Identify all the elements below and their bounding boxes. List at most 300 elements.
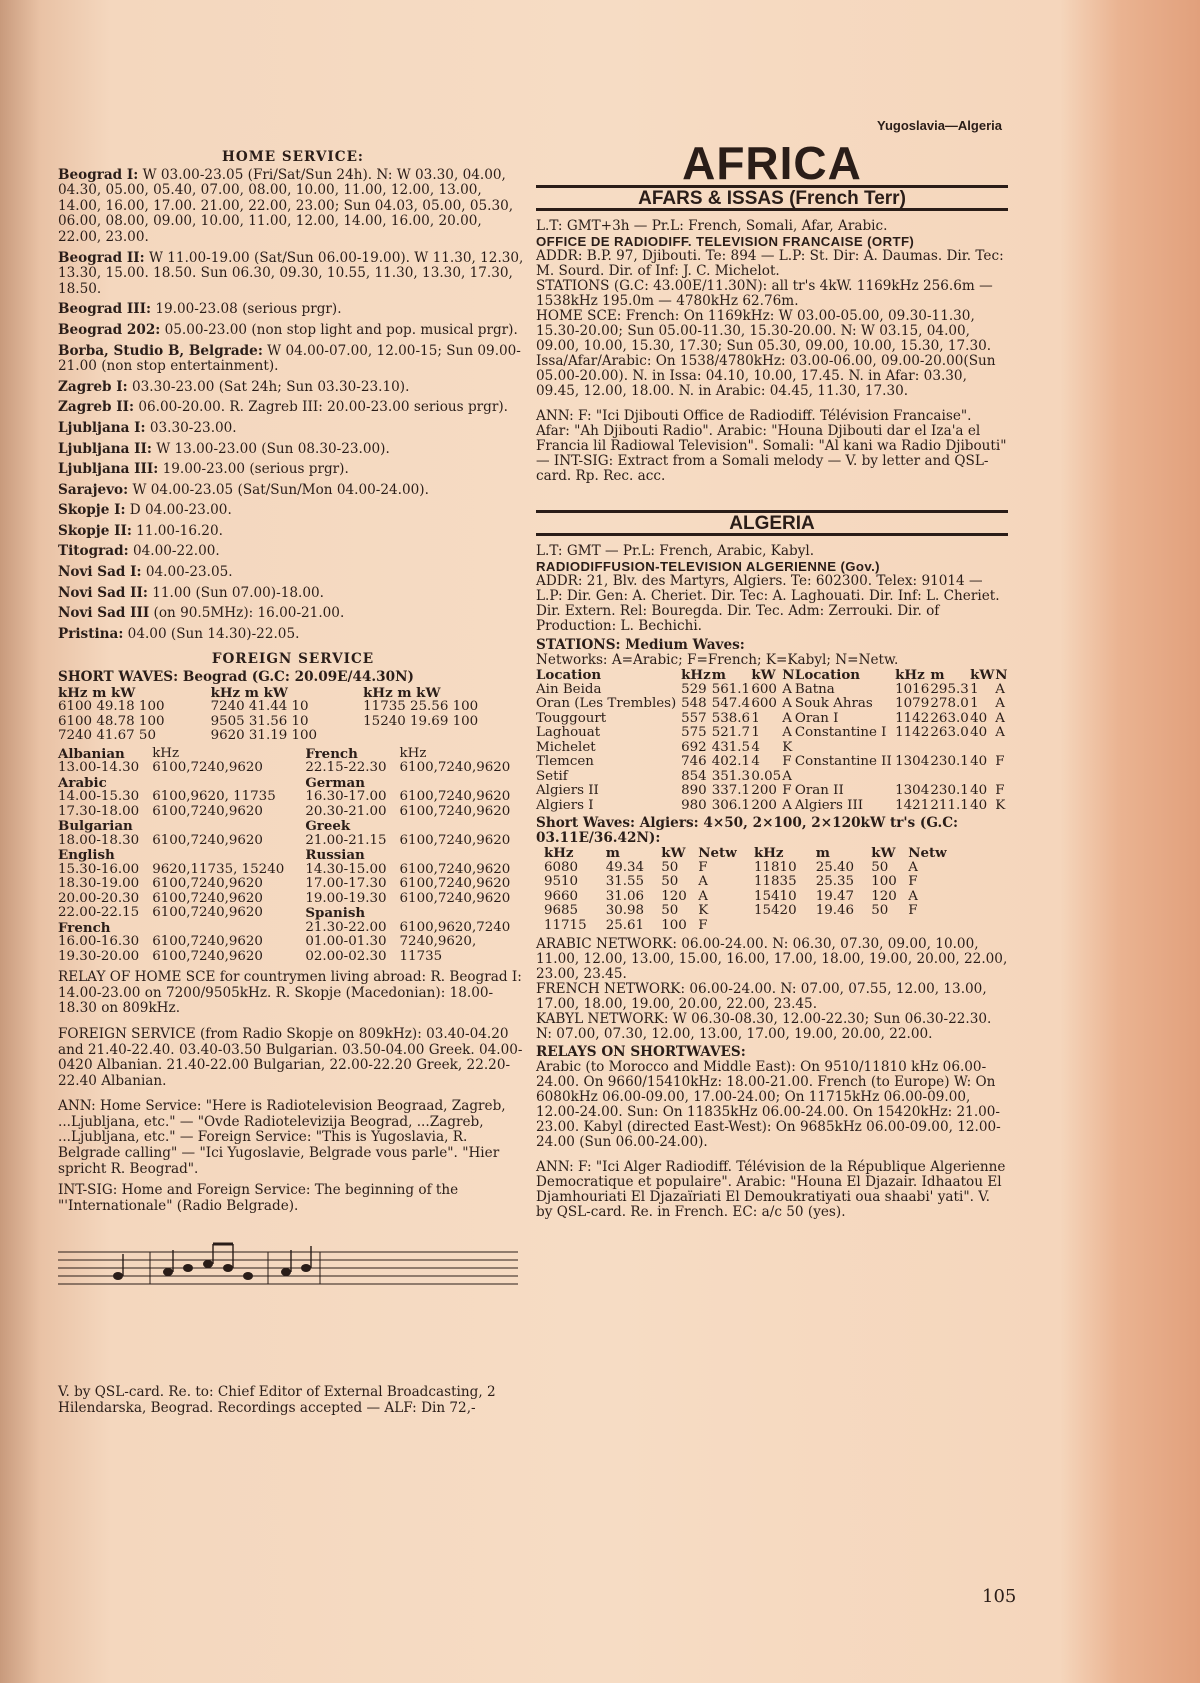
station-schedule: 04.00 (Sun 14.30)-22.05. <box>123 625 300 642</box>
mw-cell: 263.0 <box>930 725 969 740</box>
mw-header-cell: kW <box>970 667 995 683</box>
sw-cell: 7240 41.67 50 <box>58 728 156 744</box>
asw-cell: 25.35 <box>815 874 855 889</box>
mw-cell: 0.05 <box>751 768 782 784</box>
station-name: Zagreb II: <box>58 399 135 416</box>
mw-cell: Algiers I <box>536 797 594 813</box>
asw-cell <box>816 919 872 934</box>
station-name: Novi Sad II: <box>58 584 148 601</box>
lang-row <box>58 805 528 820</box>
asw-cell: 50 <box>871 903 889 918</box>
lang-cell <box>152 776 305 791</box>
mw-cell: 1304 <box>895 783 930 798</box>
mw-cell: 1 <box>751 725 760 740</box>
lang-row <box>58 935 528 950</box>
french-network: FRENCH NETWORK: 06.00-24.00. N: 07.00, 07.55, 12.00, 13.00, 17.00, 18.00, 19.00, 20.00, 22.00, 23.45. <box>536 981 987 1012</box>
mw-cell: 1079 <box>895 696 930 711</box>
shortwave-line: SHORT WAVES: Beograd (G.C: 20.09E/44.30N) <box>58 669 414 686</box>
algeria-sw-table <box>544 846 964 933</box>
mw-cell: 230.1 <box>930 754 969 769</box>
asw-cell: 15420 <box>753 903 797 918</box>
lang-cell: Spanish <box>305 905 366 922</box>
lang-row <box>58 848 528 863</box>
station-name: Beograd 202: <box>58 321 161 338</box>
lang-cell: 6100,9620, 11735 <box>152 789 276 805</box>
mw-cell: Constantine I <box>794 725 887 740</box>
lang-cell: 7240,9620, <box>399 934 477 950</box>
lang-cell: 6100,7240,9620 <box>152 948 263 964</box>
asw-cell: 100 <box>871 874 897 889</box>
asw-header-cell: Netw <box>698 845 737 861</box>
asw-cell: F <box>908 903 918 918</box>
algeria-announcement: ANN: F: "Ici Alger Radiodiff. Télévision de la République Algerienne Democratique et populaire". Arabic: "Houna El Djazair. Idhaatou El Djamhouriati El Djazaïriati El Demoukratiyati oua shaabi' yati". V. by QSL-card. Re. in French. EC: a/c 50 (yes). <box>536 1159 1006 1220</box>
shortwave-freq-table <box>58 686 528 744</box>
asw-row <box>544 861 964 876</box>
lang-cell <box>400 819 528 834</box>
home-service-entry <box>58 462 528 478</box>
lang-cell: 21.30-22.00 <box>305 919 387 935</box>
home-service-entry <box>58 421 528 437</box>
running-head: Yugoslavia—Algeria <box>877 118 1002 133</box>
mw-cell: K <box>782 739 793 755</box>
lang-row <box>58 776 528 791</box>
mw-cell: Oran I <box>794 710 839 726</box>
sw-cell <box>363 729 528 744</box>
station-name: Zagreb I: <box>58 378 128 395</box>
asw-cell: 25.61 <box>605 917 645 933</box>
station-schedule: 19.00-23.00 (serious prgr). <box>158 461 349 478</box>
lang-row <box>58 906 528 921</box>
asw-cell: A <box>908 859 918 875</box>
algeria-stations-heading: STATIONS: Medium Waves: <box>536 637 745 653</box>
station-name: Ljubljana III: <box>58 461 159 478</box>
mw-cell: 230.1 <box>930 783 969 798</box>
mw-cell: 40 <box>970 754 988 769</box>
station-schedule: 06.00-20.00. R. Zagreb III: 20.00-23.00 serious prgr). <box>134 399 508 416</box>
mw-cell: Laghouat <box>536 725 601 740</box>
algeria-networks: Networks: A=Arabic; F=French; K=Kabyl; N=Netw. <box>536 652 899 668</box>
lang-cell: 6100,7240,9620 <box>399 789 511 805</box>
mw-cell: Tlemcen <box>536 754 594 769</box>
mw-cell: 980 <box>681 797 707 813</box>
station-name: Skopje II: <box>58 522 132 539</box>
lang-row <box>58 950 528 965</box>
language-schedule-table <box>58 747 528 965</box>
asw-cell <box>871 919 908 934</box>
lang-cell <box>400 906 528 921</box>
mw-cell: 1142 <box>895 710 930 726</box>
station-schedule: 04.00-23.05. <box>141 564 233 581</box>
asw-cell: 31.55 <box>605 874 645 889</box>
station-name: Borba, Studio B, Belgrade: <box>58 342 263 359</box>
station-name: Beograd III: <box>58 301 152 318</box>
asw-cell: 9510 <box>544 874 579 889</box>
lang-row <box>58 761 528 776</box>
mw-cell: 1 <box>970 681 979 697</box>
asw-cell: 11835 <box>753 874 797 889</box>
mw-cell: 521.7 <box>711 725 751 740</box>
lang-cell: Russian <box>305 847 365 864</box>
mw-cell: Constantine II <box>794 754 892 769</box>
asw-header-cell: kW <box>661 845 686 861</box>
asw-header-cell: kW <box>871 845 896 861</box>
afars-issas-heading: AFARS & ISSAS (French Terr) <box>536 185 1008 211</box>
home-service-entry <box>58 565 528 581</box>
asw-cell <box>754 919 816 934</box>
mw-cell: Setif <box>536 768 568 784</box>
sw-header-cell: kHz m kW <box>58 684 136 701</box>
asw-row <box>544 890 964 905</box>
lang-cell: 6100,7240,9620 <box>399 760 511 776</box>
mw-cell <box>995 770 1008 785</box>
mw-cell <box>930 770 970 785</box>
mw-cell: A <box>782 768 792 784</box>
asw-header-cell: m <box>815 845 830 861</box>
interval-signal: INT-SIG: Home and Foreign Service: The beginning of the "'Internationale" (Radio Belgrade). <box>58 1182 459 1214</box>
mw-header-cell: N <box>995 667 1008 683</box>
home-service-entry <box>58 627 528 643</box>
home-service-entry <box>58 302 528 318</box>
mw-header-cell: Location <box>794 667 861 683</box>
mw-cell: Michelet <box>536 739 596 755</box>
home-service-entry <box>58 524 528 540</box>
mw-cell: 40 <box>970 783 988 798</box>
mw-cell: 402.1 <box>711 754 751 769</box>
asw-cell: 19.46 <box>815 903 855 918</box>
station-schedule: W 04.00-23.05 (Sat/Sun/Mon 04.00-24.00). <box>128 481 429 498</box>
mw-cell: A <box>995 696 1005 711</box>
station-name: Beograd I: <box>58 166 139 183</box>
mw-cell: 600 <box>751 696 777 711</box>
lang-cell: 18.00-18.30 <box>58 832 140 848</box>
lang-cell: 6100,7240,9620 <box>399 861 511 877</box>
home-service-list <box>58 168 528 643</box>
station-schedule: W 11.00-19.00 (Sat/Sun 06.00-19.00). W 11.30, 12.30, 13.30, 15.00. 18.50. Sun 06.30, 09.30, 10.55, 11.30, 13.30, 17.30, 18.50. <box>58 249 524 297</box>
mw-cell: 40 <box>970 725 988 740</box>
home-service-entry <box>58 586 528 602</box>
lang-cell: 19.00-19.30 <box>305 890 387 906</box>
lang-cell: 14.30-15.00 <box>305 861 387 877</box>
lang-cell: Greek <box>305 818 351 835</box>
asw-cell: 6080 <box>544 859 579 875</box>
home-service-entry <box>58 606 528 622</box>
asw-cell: F <box>698 917 708 933</box>
mw-cell: A <box>782 725 792 740</box>
mw-cell: 1 <box>751 710 760 726</box>
lang-cell: 6100,7240,9620 <box>152 876 263 892</box>
mw-cell: 561.1 <box>711 681 751 697</box>
asw-cell: 11715 <box>544 917 587 933</box>
africa-heading: AFRICA <box>682 137 862 189</box>
mw-cell: K <box>995 797 1006 813</box>
mw-cell: 548 <box>681 696 707 711</box>
mw-cell: 557 <box>681 710 707 726</box>
mw-cell: 575 <box>681 725 707 740</box>
mw-header-cell: m <box>711 667 726 683</box>
mw-cell: 538.6 <box>711 710 751 726</box>
home-service-entry <box>58 168 528 246</box>
station-schedule: 04.00-22.00. <box>128 543 220 560</box>
asw-header-cell: m <box>605 845 620 861</box>
lang-cell: 6100,7240,9620 <box>399 803 511 819</box>
lang-cell <box>400 776 528 791</box>
lang-row <box>58 834 528 849</box>
mw-row <box>536 770 1008 785</box>
mw-cell: 40 <box>970 710 988 726</box>
mw-cell: 1304 <box>895 754 930 769</box>
lang-cell: French <box>58 919 111 936</box>
home-service-entry <box>58 400 528 416</box>
relays-text: Arabic (to Morocco and Middle East): On 9510/11810 kHz 06.00-24.00. On 9660/15410kHz: 18.00-21.00. French (to Europe) W: On 6080kHz 06.00-09.00, 17.00-24.00; On 11715kHz 06.00-09.00, 12.00-24.00. Sun: On 11835kHz 06.00-24.00. On 15420kHz: 21.00-23.00. Kabyl (directed East-West): On 9685kHz 06.00-09.00, 12.00-24.00 (Sun 06.00-24.00). <box>536 1059 1001 1150</box>
lang-cell <box>152 921 305 936</box>
mw-cell <box>895 741 930 756</box>
station-name: Ljubljana II: <box>58 440 152 457</box>
lang-cell: 6100,7240,9620 <box>399 832 511 848</box>
mw-cell: 337.1 <box>711 783 751 798</box>
mw-header-cell: m <box>930 667 945 683</box>
lang-cell: 14.00-15.30 <box>58 789 140 805</box>
sw-cell: 9505 31.56 10 <box>210 713 309 729</box>
mw-cell: Algiers II <box>536 783 599 798</box>
asw-cell: 49.34 <box>605 859 645 875</box>
station-schedule: 11.00 (Sun 07.00)-18.00. <box>147 584 324 601</box>
verification-yugoslavia: V. by QSL-card. Re. to: Chief Editor of External Broadcasting, 2 Hilendarska, Beograd. Recordings accepted — ALF: Din 72,- <box>58 1384 496 1416</box>
lang-cell: 02.00-02.30 <box>305 948 387 964</box>
station-schedule: 19.00-23.08 (serious prgr). <box>151 301 342 318</box>
mw-cell: F <box>782 754 792 769</box>
sw-cell: 6100 49.18 100 <box>58 699 165 715</box>
station-schedule: 03.30-23.00. <box>145 419 237 436</box>
lang-row <box>58 877 528 892</box>
relays-heading: RELAYS ON SHORTWAVES: <box>536 1044 746 1060</box>
mw-cell: 1421 <box>895 797 930 813</box>
algeria-address: ADDR: 21, Blv. des Martyrs, Algiers. Te: 602300. Telex: 91014 — L.P: Dir. Gen: A. Cheriet. Dir. Tec: A. Laghouati. Dir. Inf: L. Cheriet. Dir. Extern. Rel: Bouregda. Dir. Tec. Adm: Zerrouki. Dir. of Production: L. Bechichi. <box>536 573 1000 634</box>
asw-cell: 50 <box>661 874 679 889</box>
home-service-entry <box>58 380 528 396</box>
asw-cell: 120 <box>871 888 897 904</box>
mw-cell: 4 <box>751 739 760 755</box>
lang-cell: Arabic <box>58 774 107 791</box>
sw-cell: 11735 25.56 100 <box>363 699 479 715</box>
mw-cell: Touggourt <box>536 710 607 726</box>
station-name: Pristina: <box>58 625 124 642</box>
asw-cell: 31.06 <box>605 888 645 904</box>
mw-cell: Oran II <box>794 783 844 798</box>
mw-cell: 200 <box>751 797 777 813</box>
station-name: Ljubljana I: <box>58 419 146 436</box>
lang-row <box>58 921 528 936</box>
station-schedule: (on 90.5MHz): 16.00-21.00. <box>149 605 345 622</box>
page-number: 105 <box>982 1586 1017 1607</box>
lang-cell: 19.30-20.00 <box>58 948 140 964</box>
lang-cell <box>400 848 528 863</box>
sw-row <box>58 700 528 715</box>
mw-cell: 351.3 <box>711 768 751 784</box>
lang-cell: 22.00-22.15 <box>58 905 140 921</box>
lang-cell: 6100,7240,9620 <box>152 905 263 921</box>
afars-address: ADDR: B.P. 97, Djibouti. Te: 894 — L.P: St. Dir: A. Daumas. Dir. Tec: M. Sourd. Dir. of Inf: J. C. Michelot. <box>536 248 1004 279</box>
lang-cell: 16.30-17.00 <box>305 789 387 805</box>
foreign-service-skopje: FOREIGN SERVICE (from Radio Skopje on 809kHz): 03.40-04.20 and 21.40-22.40. 03.40-03.50 Bulgarian. 03.50-04.00 Greek. 04.00-0420 Albanian. 21.40-22.00 Bulgarian, 22.00-22.20 Greek, 22.20-22.40 Albanian. <box>58 1025 523 1089</box>
mw-header-cell: kW <box>751 667 776 683</box>
mw-header-cell: kHz <box>681 667 711 683</box>
home-service-entry <box>58 442 528 458</box>
home-service-heading: HOME SERVICE: <box>222 149 364 165</box>
mw-cell: Oran (Les Trembles) <box>536 696 677 711</box>
sw-cell: 7240 41.44 10 <box>210 699 309 715</box>
afars-local-time: L.T: GMT+3h — Pr.L: French, Somali, Afar, Arabic. <box>536 218 888 234</box>
mw-cell: F <box>995 754 1005 769</box>
mw-cell: 746 <box>681 754 707 769</box>
station-name: Beograd II: <box>58 249 145 266</box>
station-schedule: 05.00-23.00 (non stop light and pop. musical prgr). <box>160 321 518 338</box>
mw-cell: 4 <box>751 754 760 769</box>
asw-header-cell: Netw <box>908 845 947 861</box>
lang-cell: French <box>305 745 358 762</box>
sw-cell: 6100 48.78 100 <box>58 713 165 729</box>
lang-row <box>58 747 528 762</box>
mw-cell: A <box>782 710 792 726</box>
asw-cell: 100 <box>661 917 687 933</box>
mw-cell: 295.3 <box>930 681 969 697</box>
mw-cell: Batna <box>794 681 835 697</box>
afars-home-service: HOME SCE: French: On 1169kHz: W 03.00-05.00, 09.30-11.30, 15.30-20.00; Sun 05.00-11.30, 15.30-20.00. N: W 03.15, 04.00, 09.00, 10.00, 15.30, 17.30; Sun 05.30, 09.00, 10.00, 15.30, 17.30. <box>536 308 992 354</box>
sw-cell: 15240 19.69 100 <box>363 713 479 729</box>
lang-cell: 6100,7240,9620 <box>399 890 511 906</box>
sw-cell: 9620 31.19 100 <box>210 728 318 744</box>
lang-cell: 17.30-18.00 <box>58 803 140 819</box>
mw-cell: 1142 <box>895 725 930 740</box>
mw-cell: A <box>782 797 792 813</box>
asw-row <box>544 919 964 934</box>
mw-cell: 306.1 <box>711 797 751 813</box>
mw-cell: 547.4 <box>711 696 751 711</box>
kabyl-network: KABYL NETWORK: W 06.30-08.30, 12.00-22.30; Sun 06.30-22.30. N: 07.00, 07.30, 12.00, 13.00, 17.00, 19.00, 20.00, 22.00. <box>536 1011 992 1042</box>
mw-row <box>536 712 1008 727</box>
mw-cell: Algiers III <box>794 797 864 813</box>
home-service-entry <box>58 323 528 339</box>
mw-cell: A <box>995 681 1005 697</box>
algeria-heading: ALGERIA <box>536 510 1008 536</box>
algeria-shortwave-line: Short Waves: Algiers: 4×50, 2×100, 2×120kW tr's (G.C: 03.11E/36.42N): <box>536 815 959 846</box>
lang-cell: 21.00-21.15 <box>305 832 387 848</box>
home-service-entry <box>58 544 528 560</box>
foreign-service-heading: FOREIGN SERVICE <box>211 651 375 668</box>
lang-cell: 01.00-01.30 <box>305 934 387 950</box>
station-schedule: 11.00-16.20. <box>131 522 223 539</box>
asw-cell: 11810 <box>753 859 797 875</box>
lang-cell: 11735 <box>399 948 443 964</box>
asw-cell: 19.47 <box>815 888 855 904</box>
mw-cell: 1016 <box>895 681 930 697</box>
mw-row <box>536 683 1008 698</box>
mw-cell <box>795 770 895 785</box>
station-name: Novi Sad I: <box>58 564 142 581</box>
home-service-entry <box>58 503 528 519</box>
station-schedule: W 04.00-07.00, 12.00-15; Sun 09.00-21.00 (non stop entertainment). <box>58 342 521 375</box>
mw-cell <box>930 741 970 756</box>
lang-cell: 6100,7240,9620 <box>399 876 511 892</box>
mw-cell: F <box>782 783 792 798</box>
lang-cell: 9620,11735, 15240 <box>152 861 285 877</box>
lang-cell: Bulgarian <box>58 818 133 835</box>
mw-row <box>536 784 1008 799</box>
asw-header-cell: kHz <box>753 845 784 861</box>
mw-cell: A <box>995 710 1005 726</box>
mw-cell: A <box>782 696 792 711</box>
lang-cell <box>152 848 305 863</box>
mw-cell: 211.1 <box>930 797 969 813</box>
mw-cell: 600 <box>751 681 777 697</box>
mw-cell: F <box>995 783 1005 798</box>
lang-cell: 6100,7240,9620 <box>152 934 263 950</box>
home-service-entry <box>58 483 528 499</box>
mw-cell <box>995 741 1008 756</box>
mw-cell <box>895 770 930 785</box>
station-schedule: W 13.00-23.00 (Sun 08.30-23.00). <box>151 440 390 457</box>
mw-cell <box>970 770 995 785</box>
mw-cell: A <box>995 725 1005 740</box>
mw-cell: 431.5 <box>711 739 751 755</box>
algeria-local-time: L.T: GMT — Pr.L: French, Arabic, Kabyl. <box>536 543 815 559</box>
lang-row <box>58 790 528 805</box>
lang-row <box>58 819 528 834</box>
lang-row <box>58 892 528 907</box>
asw-cell: 9685 <box>544 903 579 918</box>
mw-cell: 692 <box>681 739 707 755</box>
lang-cell: 22.15-22.30 <box>305 760 387 776</box>
sw-header-cell: kHz m kW <box>363 684 441 701</box>
asw-cell: A <box>698 888 708 904</box>
announcement-yugoslavia: ANN: Home Service: "Here is Radiotelevision Beograad, Zagreb, ...Ljubljana, etc." — "Ovde Radiotelevizija Beograd, ...Zagreb, ...Ljubljana, etc." — Foreign Service: "This is Yugoslavia, R. Belgrade calling" — "Ici Yugoslavie, Belgrade vous parle". "Hier spricht R. Beograd". <box>58 1098 506 1177</box>
algeria-mw-table <box>536 668 1008 813</box>
asw-cell: A <box>698 874 708 889</box>
lang-cell: 6100,9620,7240 <box>399 919 511 935</box>
asw-cell: F <box>908 874 918 889</box>
lang-cell: Albanian <box>58 745 125 762</box>
sw-row <box>58 729 528 744</box>
asw-row <box>544 904 964 919</box>
sw-row <box>58 715 528 730</box>
relay-home-service: RELAY OF HOME SCE for countrymen living abroad: R. Beograd I: 14.00-23.00 on 7200/9505kHz. R. Skopje (Macedonian): 18.00-18.30 on 809kHz. <box>58 969 522 1017</box>
asw-cell: 25.40 <box>815 859 855 875</box>
lang-cell <box>152 819 305 834</box>
lang-cell: 20.00-20.30 <box>58 890 140 906</box>
asw-cell <box>908 919 964 934</box>
afars-issa-afar-arabic: Issa/Afar/Arabic: On 1538/4780kHz: 03.00-06.00, 09.00-20.00(Sun 05.00-20.00). N. in Issa: 04.10, 10.00, 17.45. N. in Afar: 03.30, 09.45, 12.00, 18.00. N. in Arabic: 04.45, 11.30, 17.30. <box>536 353 996 399</box>
lang-cell: 6100,7240,9620 <box>152 803 263 819</box>
lang-cell: kHz <box>399 745 427 761</box>
station-name: Titograd: <box>58 543 129 560</box>
mw-cell: 1 <box>970 696 979 711</box>
right-column <box>536 112 1008 1220</box>
mw-cell: Ain Beida <box>536 681 602 697</box>
afars-stations: STATIONS (G.C: 43.00E/11.30N): all tr's 4kW. 1169kHz 256.6m — 1538kHz 195.0m — 4780kHz 62.76m. <box>536 278 993 309</box>
lang-cell: 13.00-14.30 <box>58 760 140 776</box>
lang-cell: 6100,7240,9620 <box>152 760 263 776</box>
asw-cell: 9660 <box>544 888 579 904</box>
asw-cell: 50 <box>661 859 679 875</box>
home-service-entry <box>58 344 528 375</box>
mw-cell <box>795 741 895 756</box>
lang-cell: 15.30-16.00 <box>58 861 140 877</box>
asw-cell: 50 <box>661 903 679 918</box>
mw-cell: 200 <box>751 783 777 798</box>
asw-row <box>544 875 964 890</box>
mw-cell: 40 <box>970 797 988 813</box>
mw-cell: 278.0 <box>930 696 969 711</box>
mw-row <box>536 741 1008 756</box>
